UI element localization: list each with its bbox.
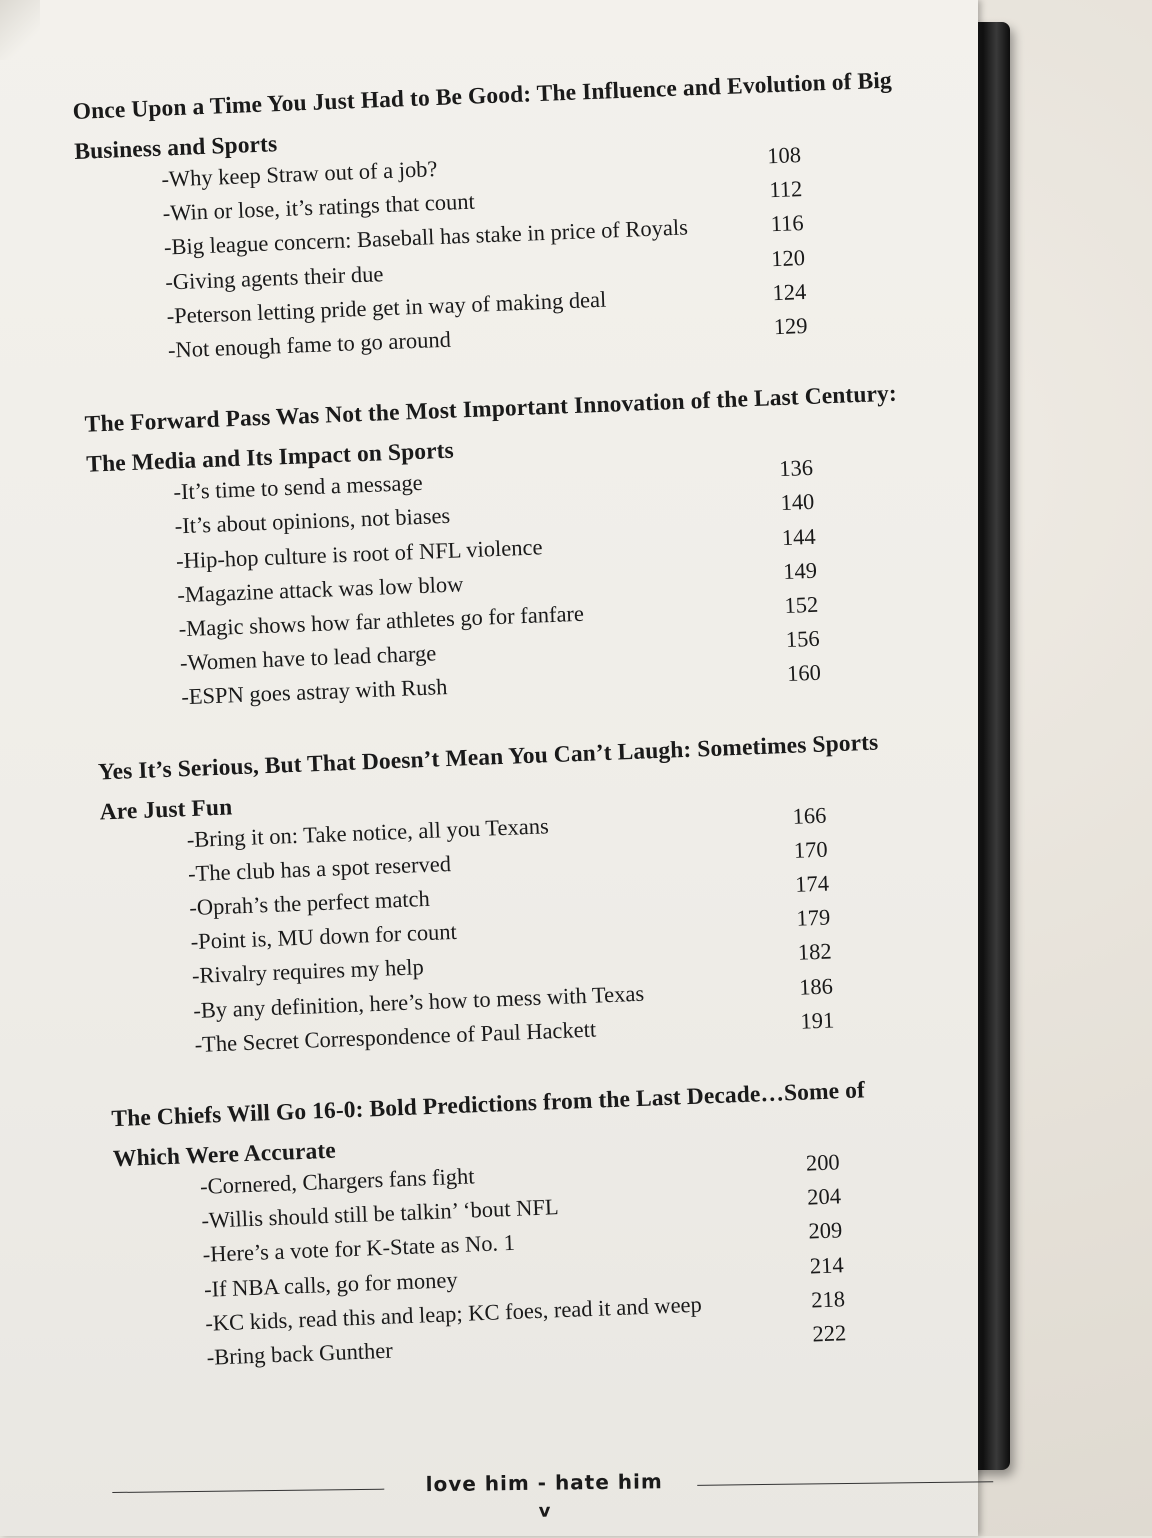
entry-page-number: 218	[810, 1286, 846, 1313]
entry-page-number: 209	[808, 1217, 843, 1245]
entry-title: -Why keep Straw out of a job?	[160, 156, 438, 192]
toc-section	[111, 1066, 981, 1378]
entry-title: -Peterson letting pride get in way of making deal	[166, 286, 607, 329]
entry-title: -Not enough fame to go around	[167, 326, 452, 363]
entry-page-number: 149	[782, 557, 818, 584]
entry-title: -Willis should still be talkin’ ‘bout NFL	[200, 1194, 560, 1234]
entry-list	[100, 793, 969, 1065]
footer-book-title: love him - hate him	[425, 1469, 663, 1497]
page-corner	[0, 0, 40, 60]
entry-title: -Bring back Gunther	[206, 1337, 394, 1370]
entry-title: -Magic shows how far athletes go for fanfare	[178, 600, 585, 642]
entry-title: -Point is, MU down for count	[190, 919, 458, 955]
entry-page-number: 174	[794, 870, 830, 897]
entry-page-number: 136	[778, 455, 814, 482]
footer-rule-left	[112, 1489, 384, 1493]
section-title: Once Upon a Time You Just Had to Be Good: The Influence and Evolution of Big Business and Sports	[72, 67, 893, 165]
entry-page-number: 120	[770, 244, 806, 271]
section-title: The Forward Pass Was Not the Most Important Innovation of the Last Century: The Media and Its Impact on Sports	[84, 380, 898, 478]
entry-page-number: 129	[773, 312, 808, 340]
entry-page-number: 204	[806, 1183, 842, 1210]
entry-title: -Rivalry requires my help	[191, 954, 425, 989]
entry-title: -KC kids, read this and leap; KC foes, read it and weep	[204, 1291, 703, 1336]
entry-title: -Giving agents their due	[164, 260, 384, 295]
entry-list	[114, 1140, 981, 1378]
entry-title: -The Secret Correspondence of Paul Hackett	[194, 1016, 597, 1057]
entry-page-number: 156	[785, 625, 821, 653]
footer-page-number: v	[538, 1500, 551, 1522]
entry-page-number: 160	[786, 660, 822, 687]
entry-page-number: 112	[768, 176, 803, 203]
toc-section	[84, 372, 955, 718]
entry-page-number: 170	[793, 836, 829, 863]
entry-page-number: 191	[799, 1007, 835, 1034]
entry-page-number: 222	[811, 1320, 847, 1347]
entry-list	[75, 133, 942, 371]
toc-section	[97, 719, 968, 1065]
entry-title: -Oprah’s the perfect match	[188, 885, 431, 921]
entry-page-number: 179	[796, 904, 831, 932]
entry-title: -Magazine attack was low blow	[176, 571, 464, 608]
entry-page-number: 108	[766, 142, 802, 169]
entry-title: -By any definition, here’s how to mess with Texas	[192, 980, 645, 1023]
entry-page-number: 140	[780, 489, 815, 516]
page-footer	[112, 1457, 1003, 1538]
entry-page-number: 200	[805, 1149, 841, 1176]
entry-page-number: 124	[771, 278, 807, 306]
entry-page-number: 214	[809, 1251, 845, 1279]
entry-title: -The club has a spot reserved	[187, 850, 452, 886]
entry-title: -Bring it on: Take notice, all you Texans	[186, 812, 550, 852]
entry-page-number: 152	[784, 591, 819, 619]
section-title: The Chiefs Will Go 16-0: Bold Predictions from the Last Decade…Some of Which Were Accurate	[110, 1077, 866, 1173]
section-title: Yes It’s Serious, But That Doesn’t Mean You Can’t Laugh: Sometimes Sports Are Just Fun	[97, 729, 879, 826]
footer-rule-right	[697, 1481, 993, 1486]
entry-page-number: 144	[781, 523, 817, 550]
entry-title: -Women have to lead charge	[179, 640, 437, 676]
entry-title: -Hip-hop culture is root of NFL violence	[175, 533, 543, 573]
table-of-contents	[72, 59, 982, 1412]
entry-title: -If NBA calls, go for money	[203, 1266, 459, 1302]
entry-title: -Cornered, Chargers fans fight	[199, 1163, 475, 1199]
entry-page-number: 182	[797, 938, 833, 966]
entry-title: -It’s time to send a message	[172, 470, 424, 505]
entry-title: -Big league concern: Baseball has stake in price of Royals	[163, 214, 689, 260]
toc-section	[72, 59, 942, 371]
entry-list	[87, 446, 956, 718]
entry-page-number: 186	[798, 973, 834, 1000]
entry-title: -Here’s a vote for K-State as No. 1	[202, 1230, 516, 1268]
entry-page-number: 166	[792, 802, 827, 829]
entry-title: -It’s about opinions, not biases	[174, 503, 451, 539]
entry-title: -Win or lose, it’s ratings that count	[162, 188, 476, 226]
entry-page-number: 116	[770, 210, 805, 237]
entry-title: -ESPN goes astray with Rush	[180, 674, 448, 710]
